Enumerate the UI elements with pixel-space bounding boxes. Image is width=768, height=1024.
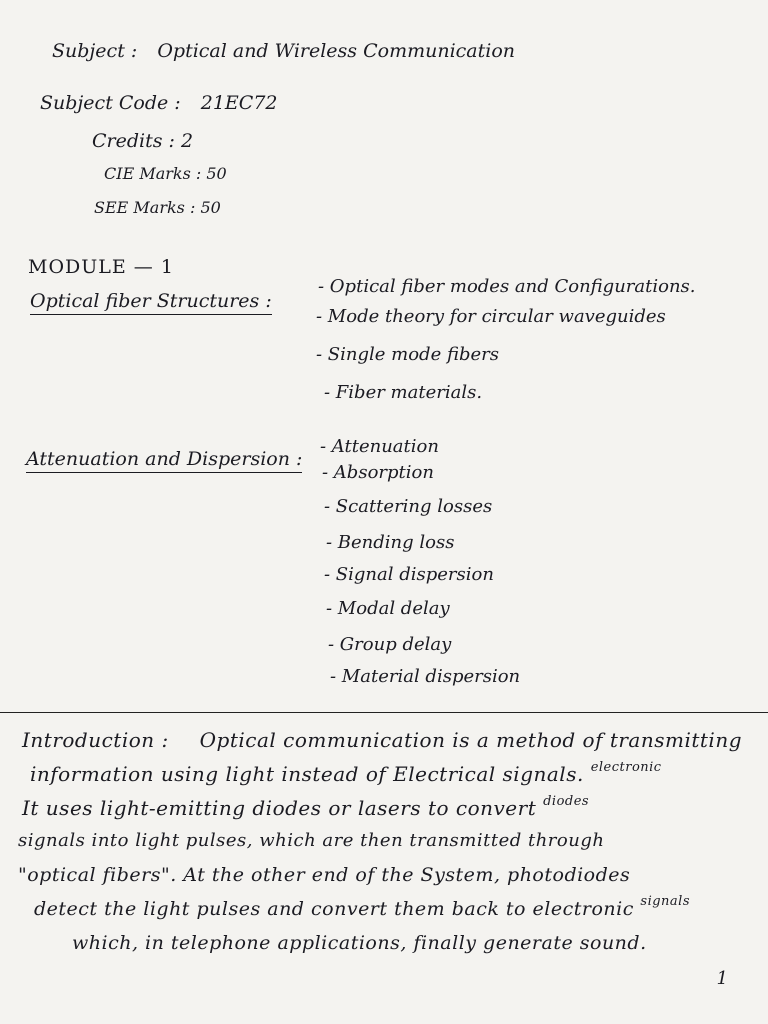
intro-text: Optical communication is a method of transmitting — [199, 728, 743, 752]
subject-line — [52, 40, 515, 62]
intro-line-7 — [72, 932, 647, 954]
list-item: - Attenuation — [320, 436, 439, 457]
list-item: - Material dispersion — [330, 666, 521, 687]
subject-code-line — [40, 92, 278, 114]
intro-text: detect the light pulses and convert them back to electronic — [34, 898, 634, 920]
intro-text: "optical fibers". At the other end of the System, photodiodes — [18, 864, 631, 886]
subject-code-value: 21EC72 — [200, 92, 278, 114]
module-title: MODULE — 1 — [28, 256, 174, 278]
section-divider — [0, 712, 768, 713]
intro-line-2 — [30, 762, 662, 786]
section-heading-structures-text: Optical fiber Structures : — [30, 290, 272, 315]
subject-value: Optical and Wireless Communication — [157, 40, 516, 62]
list-item: - Bending loss — [326, 532, 455, 553]
intro-text: information using light instead of Electrical signals. — [30, 762, 584, 786]
list-item: - Scattering losses — [324, 496, 493, 517]
list-item: - Fiber materials. — [324, 382, 483, 403]
list-item: - Single mode fibers — [316, 344, 499, 365]
intro-line-1 — [22, 728, 742, 752]
intro-insert-signals: signals — [640, 894, 691, 909]
section-heading-attenuation — [26, 448, 302, 470]
list-item: - Signal dispersion — [324, 564, 494, 585]
subject-code-label: Subject Code : — [40, 92, 181, 114]
section-heading-structures — [30, 290, 272, 312]
intro-text: signals into light pulses, which are then transmitted through — [18, 830, 605, 851]
intro-text: which, in telephone applications, finally generate sound. — [72, 932, 647, 954]
section-heading-attenuation-text: Attenuation and Dispersion : — [26, 448, 302, 473]
credits-line: Credits : 2 — [92, 130, 194, 152]
list-item: - Group delay — [328, 634, 452, 655]
list-item: - Mode theory for circular waveguides — [316, 306, 666, 327]
intro-text: It uses light-emitting diodes or lasers to convert — [22, 796, 537, 820]
intro-line-4 — [18, 830, 604, 851]
intro-line-3 — [22, 796, 589, 820]
intro-insert-diodes: diodes — [543, 794, 590, 809]
see-marks-line: SEE Marks : 50 — [94, 198, 221, 217]
intro-line-6 — [34, 894, 691, 920]
subject-label: Subject : — [52, 40, 138, 62]
list-item: - Absorption — [322, 462, 434, 483]
list-item: - Optical fiber modes and Configurations. — [318, 276, 696, 297]
list-item: - Modal delay — [326, 598, 450, 619]
intro-line-5 — [18, 864, 630, 886]
cie-marks-line: CIE Marks : 50 — [104, 164, 227, 183]
intro-label: Introduction : — [22, 728, 169, 752]
intro-insert-electronic: electronic — [590, 760, 662, 775]
page-number: 1 — [716, 968, 728, 989]
